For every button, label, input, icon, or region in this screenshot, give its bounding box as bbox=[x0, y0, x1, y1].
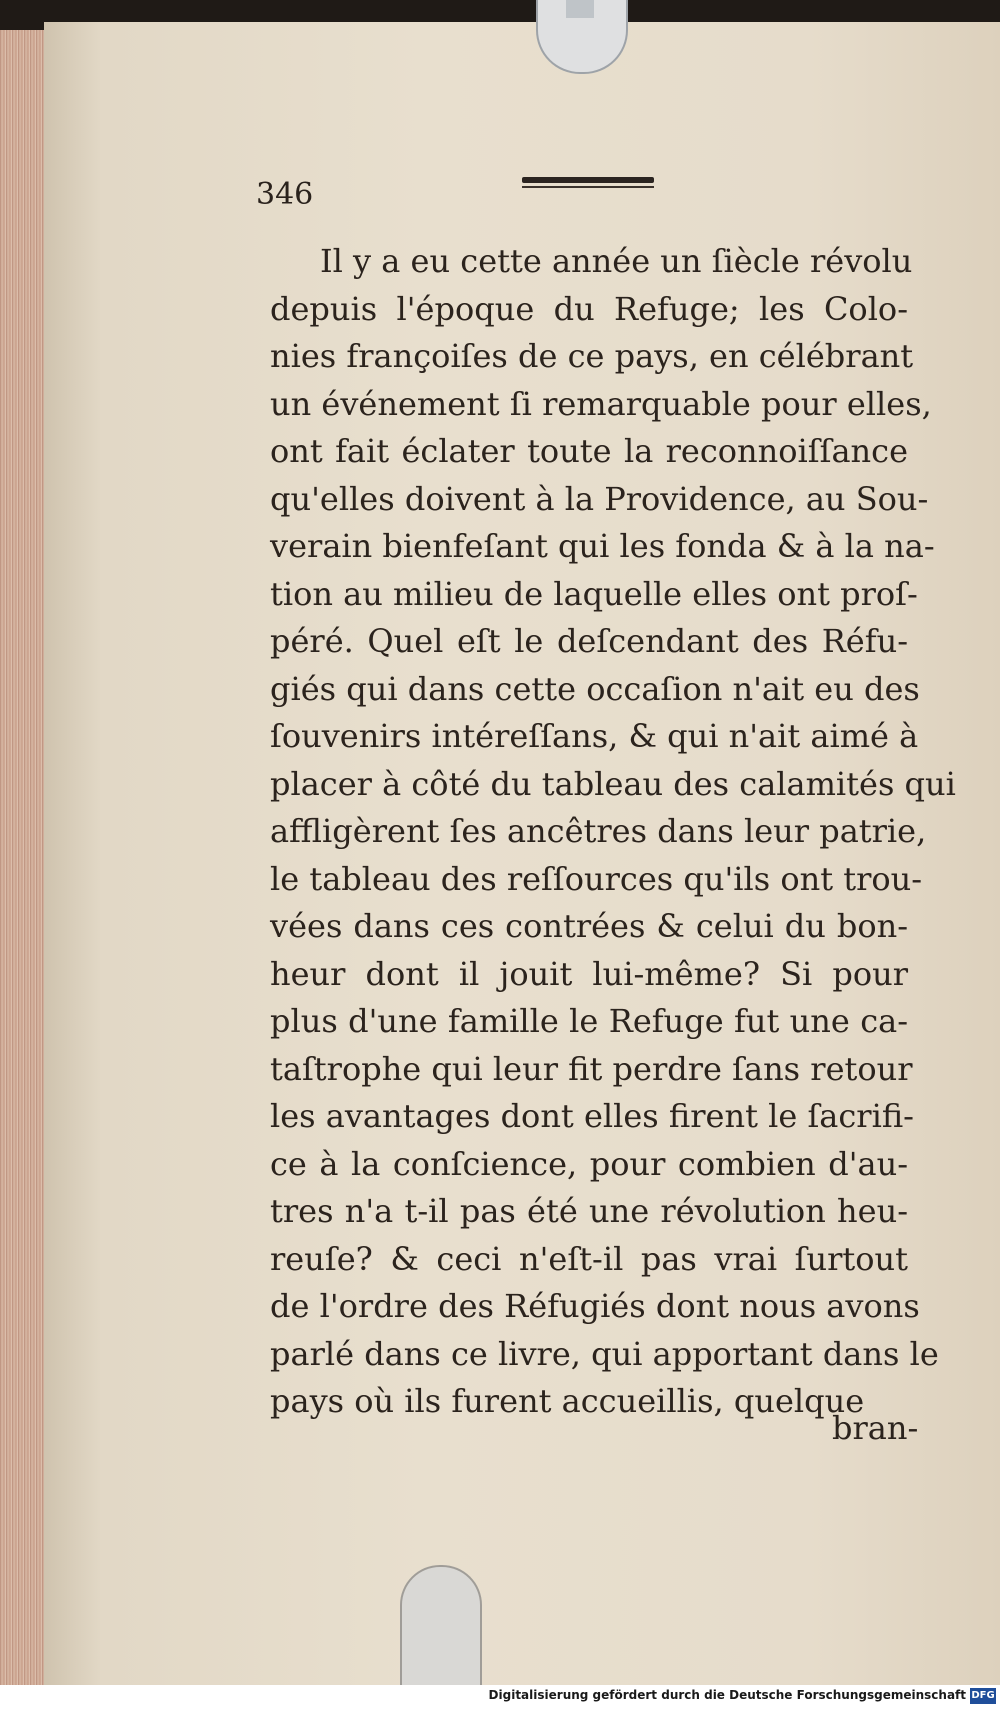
text-line: nies françoiſes de ce pays, en célébrant bbox=[270, 337, 914, 375]
text-line: taſtrophe qui leur fit perdre ſans retour bbox=[270, 1049, 913, 1088]
text-line: ont fait éclater toute la reconnoiſſance bbox=[270, 432, 908, 470]
bottom-book-clip bbox=[400, 1565, 482, 1687]
text-line: heur dont il jouit lui-même? Si pour bbox=[270, 954, 908, 993]
text-line: tion au milieu de laquelle elles ont proſ- bbox=[270, 574, 918, 613]
text-line: affligèrent ſes ancêtres dans leur patrie, bbox=[270, 812, 927, 850]
text-line: vées dans ces contrées & celui du bon- bbox=[270, 907, 908, 945]
text-line: parlé dans ce livre, qui apportant dans le bbox=[270, 1334, 939, 1373]
text-line: ce à la conſcience, pour combien d'au- bbox=[270, 1144, 908, 1183]
funding-credit: Digitalisierung gefördert durch die Deutsche Forschungsgemeinschaft bbox=[488, 1688, 966, 1702]
text-line: giés qui dans cette occaſion n'ait eu des bbox=[270, 669, 920, 708]
text-line: un événement ſi remarquable pour elles, bbox=[270, 384, 932, 423]
text-line: péré. Quel eſt le deſcendant des Réfu- bbox=[270, 622, 908, 660]
text-line: plus d'une famille le Refuge fut une ca- bbox=[270, 1002, 908, 1040]
text-line: reuſe? & ceci n'eſt-il pas vrai ſurtout bbox=[270, 1239, 908, 1278]
text-line: le tableau des reſſources qu'ils ont trou- bbox=[270, 859, 923, 898]
text-line: placer à côté du tableau des calamités qui bbox=[270, 764, 956, 803]
text-line: qu'elles doivent à la Providence, au Sou- bbox=[270, 479, 929, 518]
page-edge-stack bbox=[0, 30, 46, 1685]
body-text bbox=[270, 238, 956, 1426]
digitization-footer bbox=[0, 1685, 1000, 1709]
text-line: ſouvenirs intéreſſans, & qui n'ait aimé à bbox=[270, 717, 919, 755]
dfg-logo-icon: DFG bbox=[970, 1688, 996, 1704]
text-line: tres n'a t-il pas été une révolution heu- bbox=[270, 1192, 908, 1230]
text-line: verain bienfeſant qui les fonda & à la na- bbox=[270, 527, 935, 565]
header-rule bbox=[522, 177, 654, 183]
page-number: 346 bbox=[256, 177, 314, 212]
text-line: pays où ils furent accueillis, quelque bbox=[270, 1382, 865, 1420]
text-line: de l'ordre des Réfugiés dont nous avons bbox=[270, 1287, 920, 1325]
catchword: bran- bbox=[832, 1409, 919, 1447]
text-line: Il y a eu cette année un ſiècle révolu bbox=[320, 242, 913, 280]
text-line: les avantages dont elles firent le ſacrifi- bbox=[270, 1097, 914, 1135]
text-line: depuis l'époque du Refuge; les Colo- bbox=[270, 289, 908, 328]
